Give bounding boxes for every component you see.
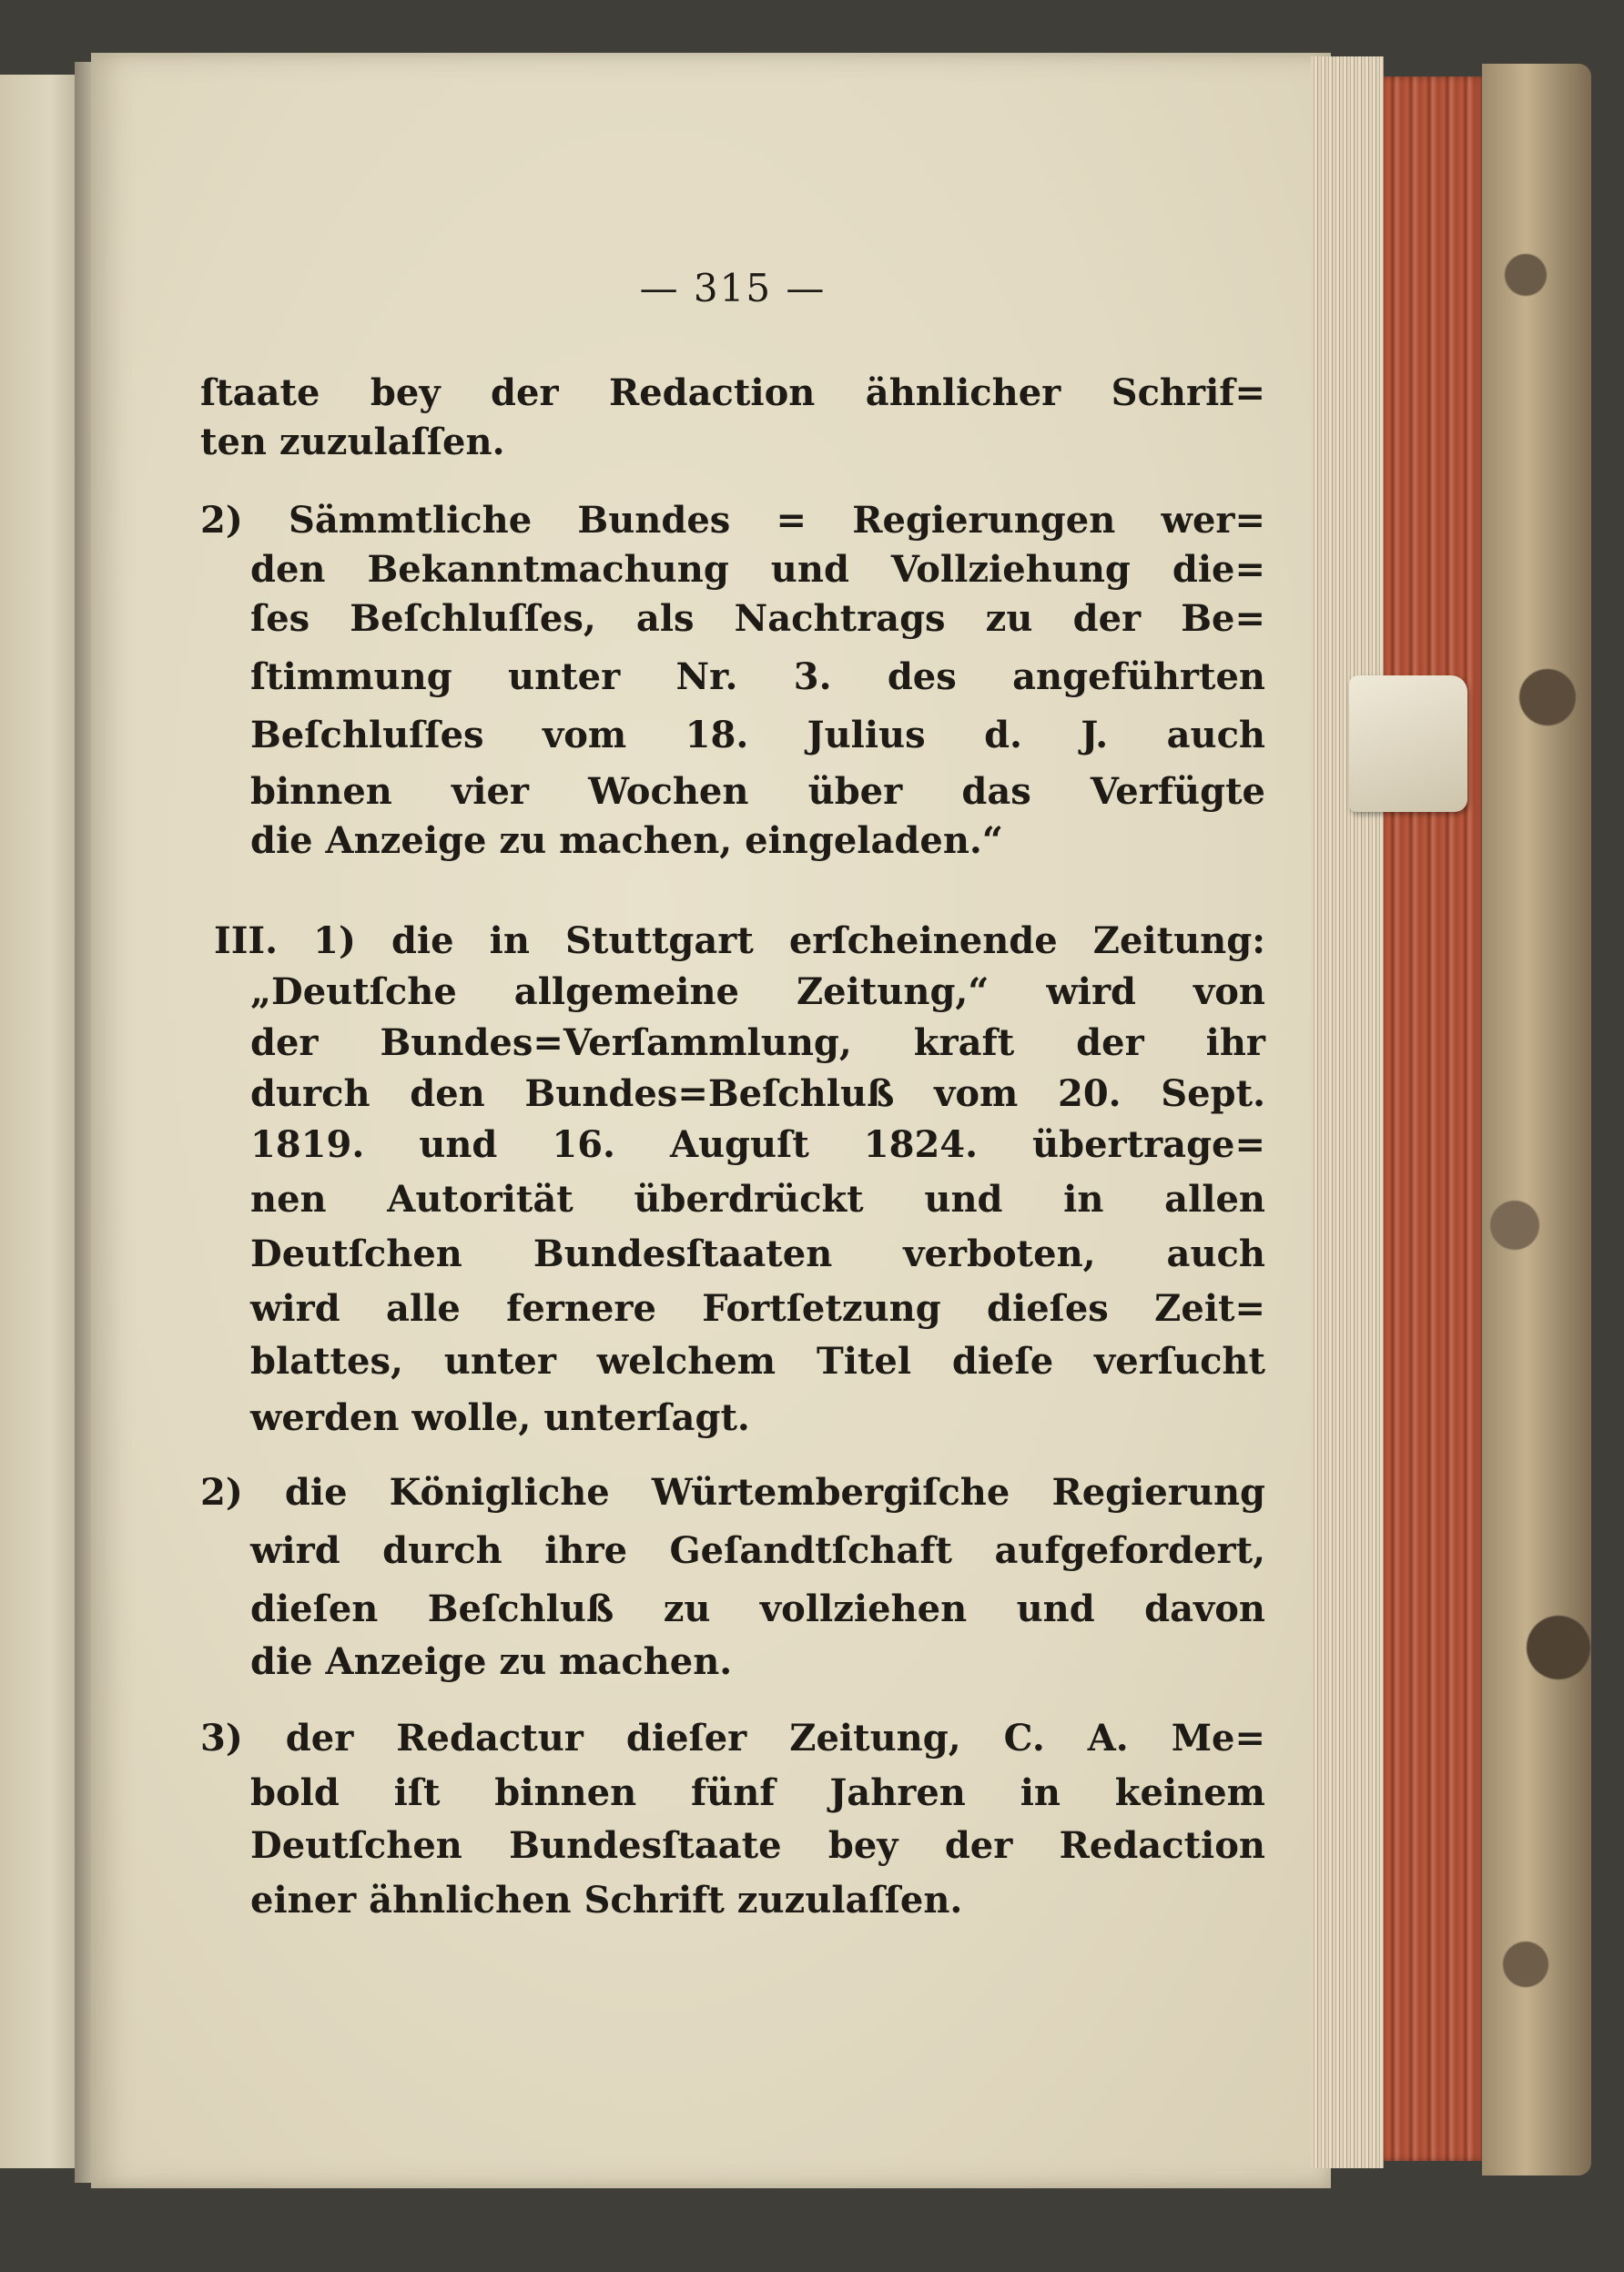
text-line: die Anzeige zu machen, eingeladen.“ bbox=[250, 819, 1003, 862]
text-line: Beſchluſſes vom 18. Julius d. J. auch bbox=[250, 714, 1265, 756]
text-line: 1819. und 16. Auguſt 1824. übertrage= bbox=[250, 1123, 1265, 1166]
text-line: 2) die Königliche Würtembergiſche Regierung bbox=[200, 1471, 1265, 1514]
text-line: werden wolle, unterſagt. bbox=[250, 1396, 750, 1439]
text-line: „Deutſche allgemeine Zeitung,“ wird von bbox=[250, 970, 1265, 1013]
marbled-cover bbox=[1482, 64, 1591, 2176]
text-line: bold iſt binnen fünf Jahren in keinem bbox=[250, 1771, 1265, 1814]
text-line: nen Autorität überdrückt und in allen bbox=[250, 1178, 1265, 1221]
text-line: III. 1) die in Stuttgart erſcheinende Zeitung: bbox=[214, 919, 1265, 962]
text-line: durch den Bundes=Beſchluß vom 20. Sept. bbox=[250, 1072, 1265, 1115]
paper-tab-marker bbox=[1349, 675, 1467, 812]
text-line: den Bekanntmachung und Vollziehung die= bbox=[250, 548, 1265, 591]
text-line: ſes Beſchluſſes, als Nachtrags zu der Be= bbox=[250, 597, 1265, 640]
text-line: blattes, unter welchem Titel dieſe verſucht bbox=[250, 1340, 1265, 1383]
text-line: einer ähnlichen Schrift zuzulaſſen. bbox=[250, 1879, 963, 1922]
text-line: Deutſchen Bundesſtaaten verboten, auch bbox=[250, 1232, 1265, 1275]
left-page-edge bbox=[0, 75, 84, 2168]
text-line: Deutſchen Bundesſtaate bey der Redaction bbox=[250, 1824, 1265, 1867]
text-line: ſtaate bey der Redaction ähnlicher Schrif= bbox=[200, 371, 1265, 414]
text-line: binnen vier Wochen über das Verfügte bbox=[250, 770, 1265, 813]
text-line: ten zuzulaſſen. bbox=[200, 421, 505, 463]
text-line: die Anzeige zu machen. bbox=[250, 1640, 733, 1683]
text-line: wird durch ihre Geſandtſchaft aufgefordert, bbox=[250, 1529, 1265, 1572]
page-stack-edge bbox=[1311, 56, 1384, 2168]
text-line: wird alle fernere Fortſetzung dieſes Zeit= bbox=[250, 1287, 1265, 1330]
text-line: ſtimmung unter Nr. 3. des angeführten bbox=[250, 655, 1265, 698]
page-number: — 315 — bbox=[639, 266, 827, 310]
text-line: 2) Sämmtliche Bundes = Regierungen wer= bbox=[200, 499, 1265, 542]
text-line: 3) der Redactur dieſer Zeitung, C. A. Me= bbox=[200, 1717, 1265, 1760]
text-line: dieſen Beſchluß zu vollziehen und davon bbox=[250, 1587, 1265, 1630]
red-page-edges bbox=[1384, 76, 1484, 2161]
text-line: der Bundes=Verſammlung, kraft der ihr bbox=[250, 1021, 1265, 1064]
